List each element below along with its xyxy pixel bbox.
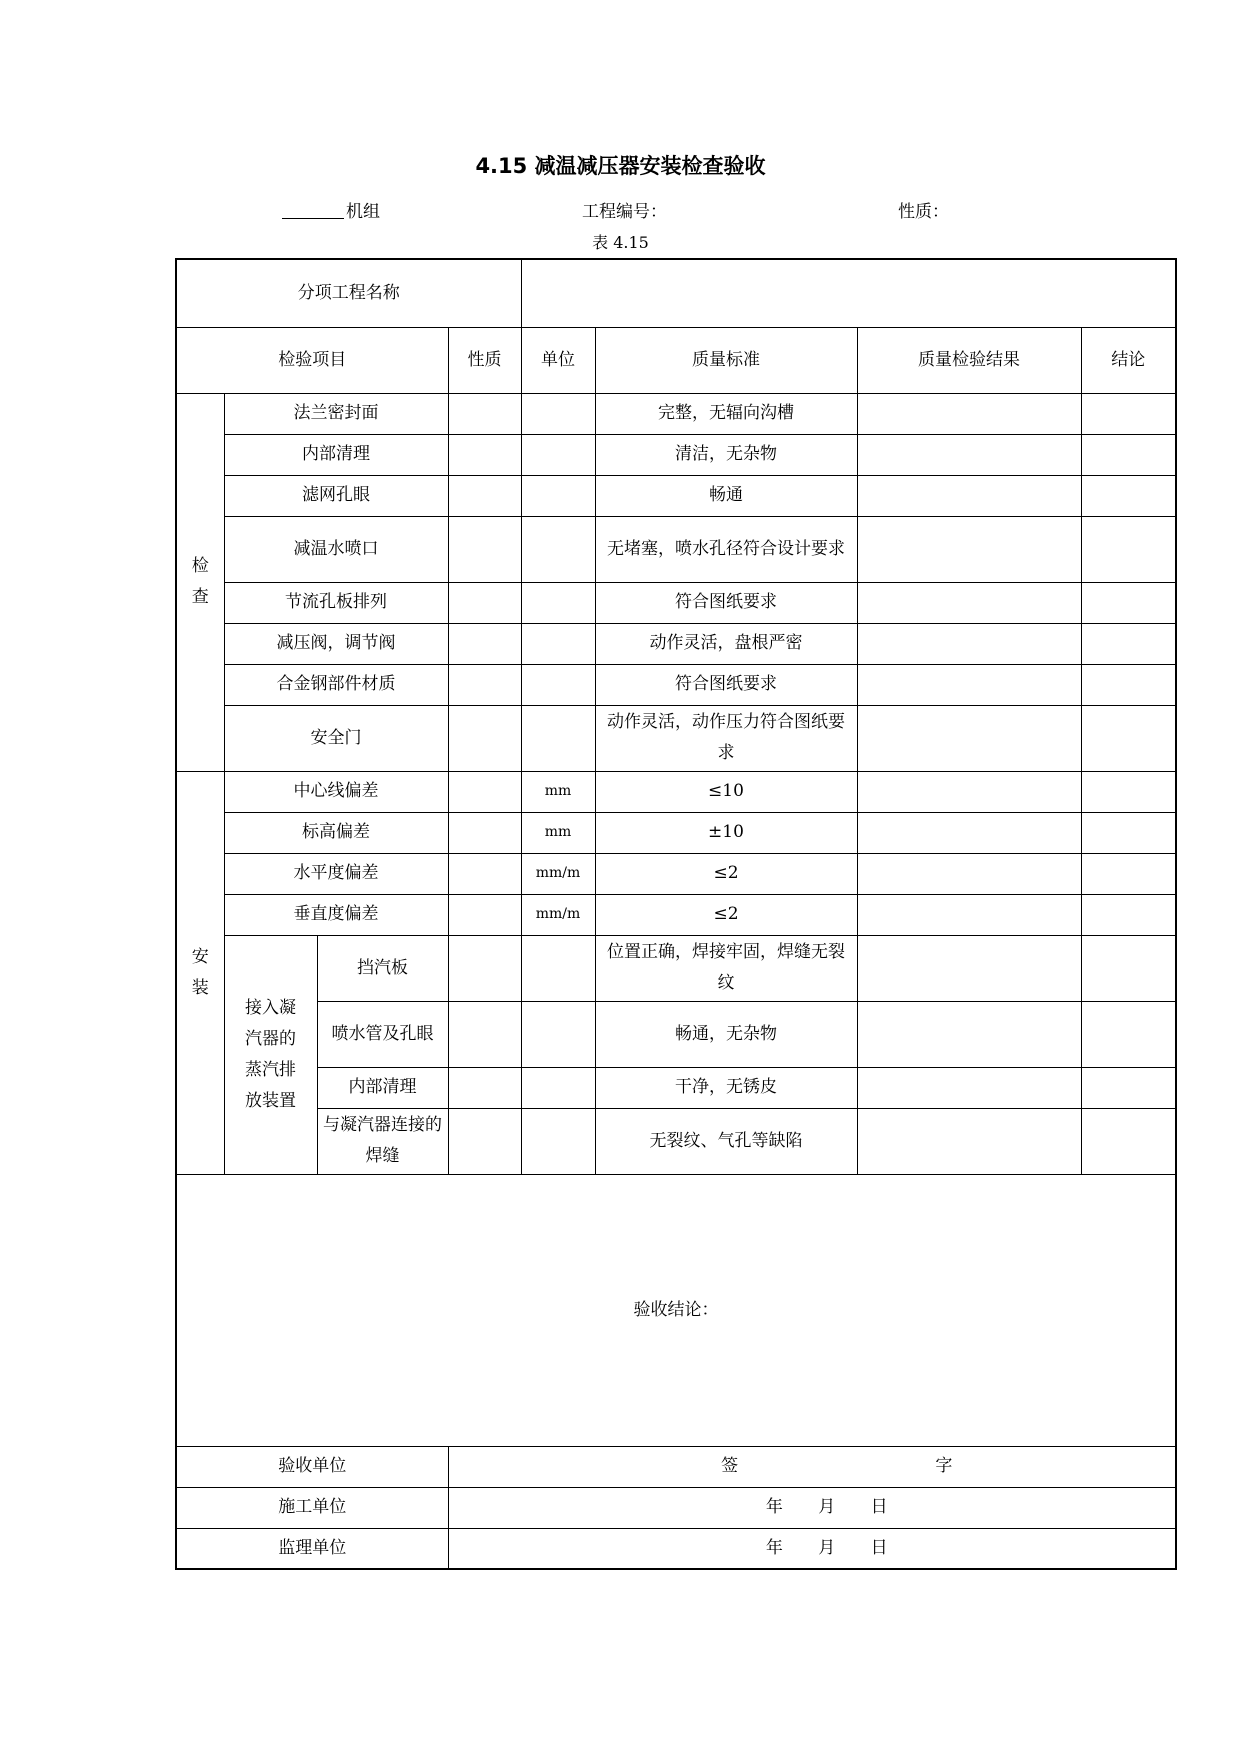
item-cell: 标高偏差 — [224, 812, 448, 853]
sign-char-1: 签 — [721, 1456, 739, 1476]
nature-cell[interactable] — [448, 935, 521, 1001]
table-row — [176, 434, 1176, 475]
day-label: 日 — [870, 1537, 888, 1558]
item-cell: 喷水管及孔眼 — [317, 1001, 448, 1067]
year-label: 年 — [765, 1497, 783, 1517]
result-cell[interactable] — [857, 393, 1081, 434]
result-cell[interactable] — [857, 582, 1081, 623]
unit-cell: mm/m — [521, 894, 595, 935]
result-cell[interactable] — [857, 812, 1081, 853]
unit-cell — [521, 1001, 595, 1067]
table-row — [176, 475, 1176, 516]
signature-cell[interactable] — [448, 1446, 1176, 1487]
nature-label: 性质： — [898, 202, 949, 222]
unit-cell — [521, 935, 595, 1001]
construction-date-cell[interactable] — [448, 1487, 1176, 1528]
nature-cell[interactable] — [448, 853, 521, 894]
conclusion-cell[interactable] — [1081, 1067, 1176, 1108]
table-row — [176, 705, 1176, 771]
nature-cell[interactable] — [448, 475, 521, 516]
nature-cell[interactable] — [448, 582, 521, 623]
conclusion-cell[interactable] — [1081, 623, 1176, 664]
result-cell[interactable] — [857, 434, 1081, 475]
conclusion-cell[interactable] — [1081, 812, 1176, 853]
unit-cell — [521, 623, 595, 664]
unit-cell: mm/m — [521, 853, 595, 894]
result-cell[interactable] — [857, 771, 1081, 812]
item-cell: 水平度偏差 — [224, 853, 448, 894]
conclusion-cell[interactable] — [1081, 516, 1176, 582]
standard-cell: 干净，无锈皮 — [595, 1067, 857, 1108]
standard-cell: ≤2 — [595, 894, 857, 935]
item-cell: 垂直度偏差 — [224, 894, 448, 935]
unit-cell — [521, 705, 595, 771]
table-row — [176, 1067, 1176, 1108]
item-cell: 减温水喷口 — [224, 516, 448, 582]
category-inspection-label: 检查 — [191, 556, 209, 607]
item-cell: 内部清理 — [224, 434, 448, 475]
item-cell: 合金钢部件材质 — [224, 664, 448, 705]
result-cell[interactable] — [857, 623, 1081, 664]
nature-cell[interactable] — [448, 705, 521, 771]
unit-cell — [521, 664, 595, 705]
supervision-date-cell[interactable] — [448, 1528, 1176, 1569]
table-row — [176, 623, 1176, 664]
conclusion-cell[interactable] — [1081, 705, 1176, 771]
nature-cell[interactable] — [448, 1108, 521, 1174]
inspection-form-table — [175, 258, 1177, 1570]
nature-cell[interactable] — [448, 664, 521, 705]
supervision-unit-row — [176, 1528, 1176, 1569]
standard-cell: 清洁，无杂物 — [595, 434, 857, 475]
col-header-unit: 单位 — [521, 327, 595, 393]
item-cell: 内部清理 — [317, 1067, 448, 1108]
result-cell[interactable] — [857, 664, 1081, 705]
acceptance-conclusion-row — [176, 1174, 1176, 1446]
day-label: 日 — [870, 1497, 888, 1517]
unit-cell: mm — [521, 771, 595, 812]
table-row — [176, 664, 1176, 705]
table-row — [176, 516, 1176, 582]
conclusion-cell[interactable] — [1081, 582, 1176, 623]
table-row — [176, 894, 1176, 935]
table-row — [176, 393, 1176, 434]
conclusion-cell[interactable] — [1081, 664, 1176, 705]
table-row — [176, 1108, 1176, 1174]
standard-cell: 位置正确，焊接牢固，焊缝无裂纹 — [595, 935, 857, 1001]
item-cell: 安全门 — [224, 705, 448, 771]
unit-cell — [521, 434, 595, 475]
standard-cell: ≤10 — [595, 771, 857, 812]
unit-label: 机组 — [346, 202, 380, 222]
standard-cell: 符合图纸要求 — [595, 664, 857, 705]
col-header-nature: 性质 — [448, 327, 521, 393]
group-label: 接入凝汽器的蒸汽排放装置 — [245, 997, 296, 1111]
conclusion-cell[interactable] — [1081, 434, 1176, 475]
item-cell: 与凝汽器连接的焊缝 — [317, 1108, 448, 1174]
subproject-value[interactable] — [521, 259, 1176, 327]
item-cell: 中心线偏差 — [224, 771, 448, 812]
col-header-conclusion: 结论 — [1081, 327, 1176, 393]
conclusion-cell[interactable] — [1081, 1001, 1176, 1067]
nature-cell[interactable] — [448, 434, 521, 475]
construction-unit-label: 施工单位 — [176, 1487, 448, 1528]
standard-cell: 动作灵活，盘根严密 — [595, 623, 857, 664]
header-row — [176, 327, 1176, 393]
conclusion-cell[interactable] — [1081, 1108, 1176, 1174]
result-cell[interactable] — [857, 516, 1081, 582]
acceptance-unit-row — [176, 1446, 1176, 1487]
page-title: 4.15 减温减压器安装检查验收 — [475, 154, 766, 178]
nature-cell[interactable] — [448, 623, 521, 664]
nature-cell[interactable] — [448, 812, 521, 853]
unit-field — [282, 197, 380, 222]
acceptance-unit-label: 验收单位 — [176, 1446, 448, 1487]
result-cell[interactable] — [857, 935, 1081, 1001]
standard-cell: 符合图纸要求 — [595, 582, 857, 623]
year-label: 年 — [765, 1537, 783, 1558]
table-row — [176, 853, 1176, 894]
standard-cell: ≤2 — [595, 853, 857, 894]
conclusion-cell[interactable] — [1081, 853, 1176, 894]
unit-cell: mm — [521, 812, 595, 853]
acceptance-conclusion-label: 验收结论： — [633, 1299, 719, 1320]
nature-cell[interactable] — [448, 771, 521, 812]
item-cell: 法兰密封面 — [224, 393, 448, 434]
unit-cell — [521, 1108, 595, 1174]
nature-cell[interactable] — [448, 1001, 521, 1067]
result-cell[interactable] — [857, 1067, 1081, 1108]
standard-cell: 完整，无辐向沟槽 — [595, 393, 857, 434]
conclusion-cell[interactable] — [1081, 935, 1176, 1001]
result-cell[interactable] — [857, 853, 1081, 894]
category-installation-label: 安装 — [191, 946, 209, 998]
col-header-result: 质量检验结果 — [857, 327, 1081, 393]
project-no-label: 工程编号： — [582, 202, 667, 222]
unit-blank[interactable] — [282, 202, 344, 219]
month-label: 月 — [818, 1537, 836, 1558]
table-row — [176, 771, 1176, 812]
standard-cell: 无堵塞，喷水孔径符合设计要求 — [595, 516, 857, 582]
unit-cell — [521, 516, 595, 582]
table-row — [176, 812, 1176, 853]
supervision-unit-label: 监理单位 — [176, 1528, 448, 1569]
table-row — [176, 1001, 1176, 1067]
conclusion-cell[interactable] — [1081, 393, 1176, 434]
standard-cell: 动作灵活，动作压力符合图纸要求 — [595, 705, 857, 771]
item-cell: 节流孔板排列 — [224, 582, 448, 623]
table-row — [176, 582, 1176, 623]
item-cell: 减压阀，调节阀 — [224, 623, 448, 664]
conclusion-cell[interactable] — [1081, 771, 1176, 812]
nature-cell[interactable] — [448, 516, 521, 582]
table-row — [176, 935, 1176, 1001]
item-cell: 挡汽板 — [317, 935, 448, 1001]
unit-cell — [521, 1067, 595, 1108]
subproject-row — [176, 259, 1176, 327]
result-cell[interactable] — [857, 894, 1081, 935]
construction-unit-row — [176, 1487, 1176, 1528]
col-header-item: 检验项目 — [176, 327, 448, 393]
item-cell: 滤网孔眼 — [224, 475, 448, 516]
category-inspection — [176, 393, 224, 771]
unit-cell — [521, 475, 595, 516]
result-cell[interactable] — [857, 475, 1081, 516]
group-label-cell — [224, 935, 317, 1174]
acceptance-conclusion-cell[interactable] — [176, 1174, 1176, 1446]
subproject-label: 分项工程名称 — [176, 259, 521, 327]
month-label: 月 — [818, 1497, 836, 1517]
nature-cell[interactable] — [448, 393, 521, 434]
result-cell[interactable] — [857, 705, 1081, 771]
table-number: 表 4.15 — [592, 233, 649, 252]
result-cell[interactable] — [857, 1108, 1081, 1174]
nature-cell[interactable] — [448, 1067, 521, 1108]
conclusion-cell[interactable] — [1081, 475, 1176, 516]
standard-cell: 畅通 — [595, 475, 857, 516]
category-installation — [176, 771, 224, 1174]
standard-cell: ±10 — [595, 812, 857, 853]
nature-cell[interactable] — [448, 894, 521, 935]
conclusion-cell[interactable] — [1081, 894, 1176, 935]
unit-cell — [521, 393, 595, 434]
sign-char-2: 字 — [935, 1456, 953, 1476]
result-cell[interactable] — [857, 1001, 1081, 1067]
col-header-standard: 质量标准 — [595, 327, 857, 393]
standard-cell: 无裂纹、气孔等缺陷 — [595, 1108, 857, 1174]
unit-cell — [521, 582, 595, 623]
standard-cell: 畅通，无杂物 — [595, 1001, 857, 1067]
